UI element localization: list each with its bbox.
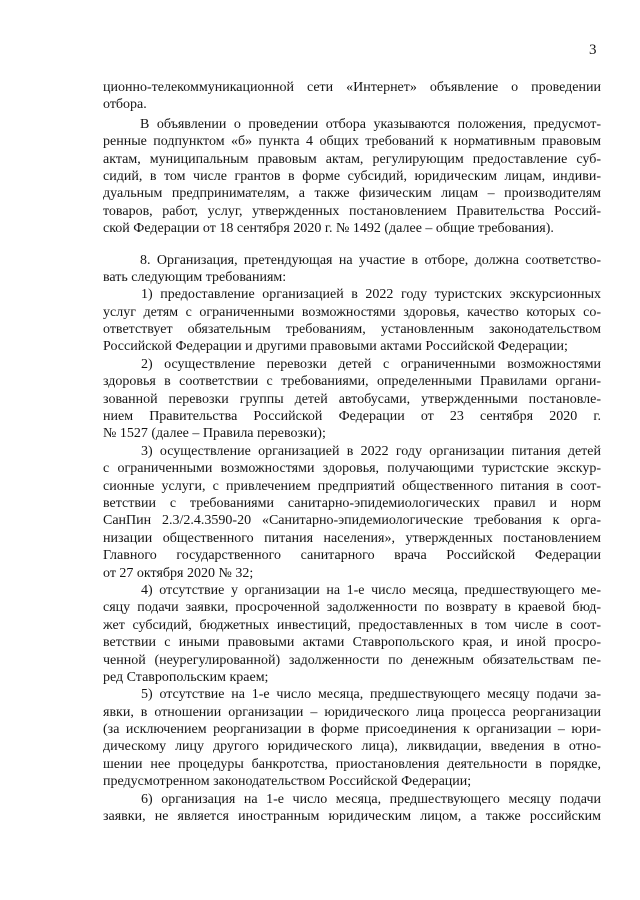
text-line: вать следующим требованиям:	[103, 269, 287, 285]
text-line: 1) предоставление организацией в 2022 году туристских экскурсионных	[141, 287, 601, 303]
text-line: ской Федерации от 18 сентября 2020 г. № 1492 (далее – общие требования).	[103, 221, 554, 237]
paragraph-point-8	[103, 252, 601, 287]
text-line: ренные подпунктом «б» пункта 4 общих требований к нормативным правовым	[103, 134, 601, 150]
text-line: Главного государственного санитарного врача Российской Федерации	[103, 548, 601, 564]
text-line: 4) отсутствие у организации на 1-е число месяца, предшествующего ме-	[141, 582, 601, 598]
text-line: зованной перевозки группы детей автобусами, утвержденными постановле-	[103, 391, 601, 407]
text-line: сионные услуги, с привлечением предприятий общественного питания в соот-	[103, 478, 601, 494]
text-line: ответствует обязательным требованиям, установленным законодательством	[103, 322, 601, 338]
requirement-item-5	[103, 686, 601, 790]
text-line: ционно-телекоммуникационной сети «Интернет» объявление о проведении	[103, 80, 601, 95]
text-line: низации общественного питания населения», утвержденных постановлением	[103, 530, 601, 546]
text-line: ветствии с иными правовыми актами Ставропольского края, и иной просро-	[103, 635, 601, 651]
page-number: 3	[589, 42, 597, 58]
paragraph-continuation	[103, 79, 601, 114]
text-line: СанПин 2.3/2.4.3590-20 «Санитарно-эпидемиологические требования к орга-	[103, 513, 601, 529]
text-line: ченной (неурегулированной) задолженности по денежным обязательствам пе-	[103, 652, 601, 668]
text-line: дуальным предпринимателям, а также физическим лицам – производителям	[103, 186, 601, 202]
text-line: жет субсидий, бюджетных инвестиций, предоставленных в том числе в соот-	[103, 617, 601, 633]
text-line: от 27 октября 2020 № 32;	[103, 565, 254, 581]
text-line: дическому лицу другого юридического лица), ликвидации, введения в отно-	[103, 739, 601, 755]
document-body	[103, 79, 601, 825]
text-line: В объявлении о проведении отбора указываются положения, предусмот-	[140, 116, 601, 132]
requirement-item-1	[103, 286, 601, 356]
text-line: отбора.	[103, 97, 147, 113]
text-line: услуг детям с ограниченными возможностями здоровья, качество которых со-	[103, 304, 601, 320]
requirement-item-6	[103, 791, 601, 826]
text-line: Российской Федерации и другими правовыми актами Российской Федерации;	[103, 339, 568, 355]
text-line: нием Правительства Российской Федерации от 23 сентября 2020 г.	[103, 409, 601, 425]
text-line: № 1527 (далее – Правила перевозки);	[103, 426, 326, 442]
text-line: шении нее процедуры банкротства, приостановления деятельности в порядке,	[103, 756, 601, 772]
text-line: 6) организация на 1-е число месяца, предшествующего месяцу подачи	[141, 791, 601, 807]
text-line: 3) осуществление организацией в 2022 году организации питания детей	[141, 443, 601, 459]
requirement-item-2	[103, 356, 601, 443]
paragraph-announcement	[103, 116, 601, 238]
text-line: ред Ставропольским краем;	[103, 669, 269, 685]
requirement-item-4	[103, 582, 601, 686]
text-line: сидий, в том числе грантов в форме субсидий, юридическим лицам, индиви-	[103, 168, 601, 184]
text-line: (за исключением реорганизации в форме присоединения к организации – юри-	[103, 722, 601, 738]
text-line: товаров, работ, услуг, утвержденных постановлением Правительства Россий-	[103, 203, 601, 219]
requirement-item-3	[103, 443, 601, 582]
text-line: 5) отсутствие на 1-е число месяца, предшествующего месяцу подачи за-	[141, 687, 601, 703]
text-line: заявки, не является иностранным юридическим лицом, а также российским	[103, 809, 601, 825]
text-line: явки, в отношении организации – юридического лица процесса реорганизации	[103, 704, 601, 720]
text-line: 2) осуществление перевозки детей с ограниченными возможностями	[141, 356, 601, 372]
text-line: сяцу подачи заявки, просроченной задолженности по возврату в краевой бюд-	[103, 600, 601, 616]
text-line: предусмотренном законодательством Российской Федерации;	[103, 774, 472, 790]
text-line: с ограниченными возможностями здоровья, получающими туристские экскур-	[103, 461, 601, 477]
text-line: ветствии с требованиями санитарно-эпидемиологических правил и норм	[103, 495, 601, 511]
text-line: здоровья в соответствии с требованиями, определенными Правилами органи-	[103, 374, 601, 390]
text-line: 8. Организация, претендующая на участие в отборе, должна соответство-	[140, 252, 601, 268]
text-line: актам, муниципальным правовым актам, регулирующим предоставление суб-	[103, 151, 601, 167]
